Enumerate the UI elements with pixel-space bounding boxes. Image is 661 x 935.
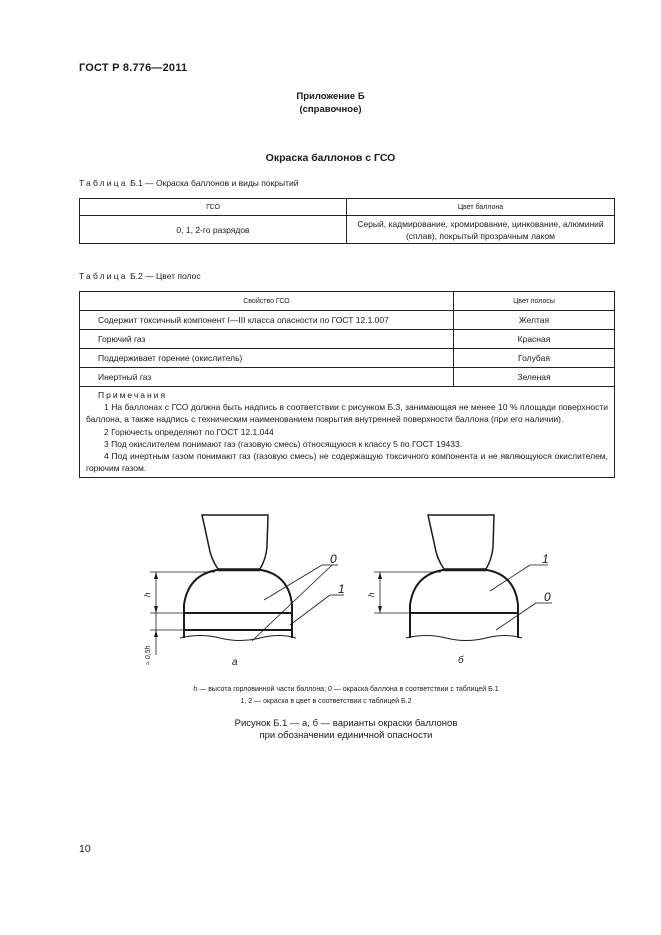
cylinder-variant-b	[406, 515, 522, 641]
table-row	[80, 311, 615, 330]
note-item: 3 Под окислителем понимают газ (газовую смесь) относящуюся к классу 5 по ГОСТ 19433.	[104, 438, 463, 449]
note-item: 4 Под инертным газом понимают газ (газовую смесь) не содержащую токсичного компонента и не являющуюся окислителем, горючим газом.	[86, 451, 608, 474]
section-title: Окраска баллонов с ГСО	[265, 152, 396, 164]
table2-caption-prefix: Таблица	[79, 271, 128, 281]
table1-caption-prefix: Таблица	[79, 178, 128, 188]
table1-header-gso: ГСО	[80, 199, 347, 216]
figure-legend-line2: 1, 2 — окраска в цвет в соответствии с таблицей Б.2	[240, 698, 412, 705]
page-number: 10	[79, 843, 91, 855]
cylinder-valve-a	[202, 515, 268, 569]
table1-caption-text: Б.1 — Окраска баллонов и виды покрытий	[127, 178, 299, 188]
table2-cell-stripe: Красная	[454, 330, 615, 349]
table-b1	[79, 198, 615, 244]
table-b2	[79, 291, 615, 478]
table2-cell-property: Поддерживает горение (окислитель)	[80, 349, 454, 368]
cylinder-shoulder-a	[184, 570, 292, 638]
variant-label-b: б	[458, 655, 464, 666]
table-row	[80, 349, 615, 368]
label-zero-b: 0	[544, 590, 551, 604]
table2-cell-stripe: Голубая	[454, 349, 615, 368]
table1-caption	[79, 178, 299, 188]
document-header: ГОСТ Р 8.776—2011	[79, 62, 188, 74]
table2-cell-property: Инертный газ	[80, 368, 454, 387]
label-one-b: 1	[542, 552, 549, 566]
appendix-title: Приложение Б	[296, 91, 365, 102]
table2-cell-stripe: Желтая	[454, 311, 615, 330]
table2-caption-text: Б.2 — Цвет полос	[127, 271, 201, 281]
dim-h-b: h	[367, 592, 376, 597]
figure-b1	[0, 505, 661, 750]
table2-header-property: Свойство ГСО	[80, 292, 454, 311]
table1-header-color: Цвет баллона	[347, 199, 615, 216]
cylinder-valve-b	[428, 515, 494, 569]
figure-legend-line1: h — высота горловинной части баллона; 0 — окраска баллона в соответствии с таблицей Б.1	[193, 686, 499, 693]
label-zero-a: 0	[330, 552, 337, 566]
note-item: 2 Горючесть определяют по ГОСТ 12.1.044	[104, 426, 274, 437]
table2-cell-property: Содержит токсичный компонент I—III класса опасности по ГОСТ 12.1.007	[80, 311, 454, 330]
break-line-b	[406, 636, 522, 641]
dimension-lines-b	[374, 572, 441, 613]
appendix-subtitle: (справочное)	[299, 104, 362, 115]
figure-caption-line1: Рисунок Б.1 — а, б — варианты окраски баллонов	[234, 718, 458, 729]
table2-caption	[79, 271, 201, 281]
dim-h-a: h	[143, 592, 152, 597]
note-item: 1 На баллонах с ГСО должна быть надпись в соответствии с рисунком Б.3, занимающая не менее 10 % площади поверхности баллона, а также надпись с техническим наименованием покрытия внутренней поверхности баллона (при его наличии).	[86, 402, 608, 425]
label-one-a: 1	[338, 582, 345, 596]
table1-cell-gso: 0, 1, 2-го разрядов	[80, 216, 347, 244]
table2-cell-property: Горючий газ	[80, 330, 454, 349]
cylinder-variant-a	[180, 515, 296, 641]
table2-notes	[80, 387, 615, 478]
break-line-a	[180, 636, 296, 641]
table2-cell-stripe: Зеленая	[454, 368, 615, 387]
variant-label-a: а	[232, 657, 238, 668]
cylinder-shoulder-b	[410, 570, 518, 638]
notes-heading: Примечания	[98, 390, 168, 400]
table-row	[80, 330, 615, 349]
table2-header-stripe: Цвет полосы	[454, 292, 615, 311]
dim-bottom-a: ≈ 0,5h	[145, 645, 152, 665]
table1-cell-color: Серый, кадмирование, хромирование, цинкование, алюминий (сплав), покрытый прозрачным лаком	[347, 216, 615, 244]
figure-caption-line2: при обозначении единичной опасности	[259, 730, 433, 741]
table-row	[80, 368, 615, 387]
